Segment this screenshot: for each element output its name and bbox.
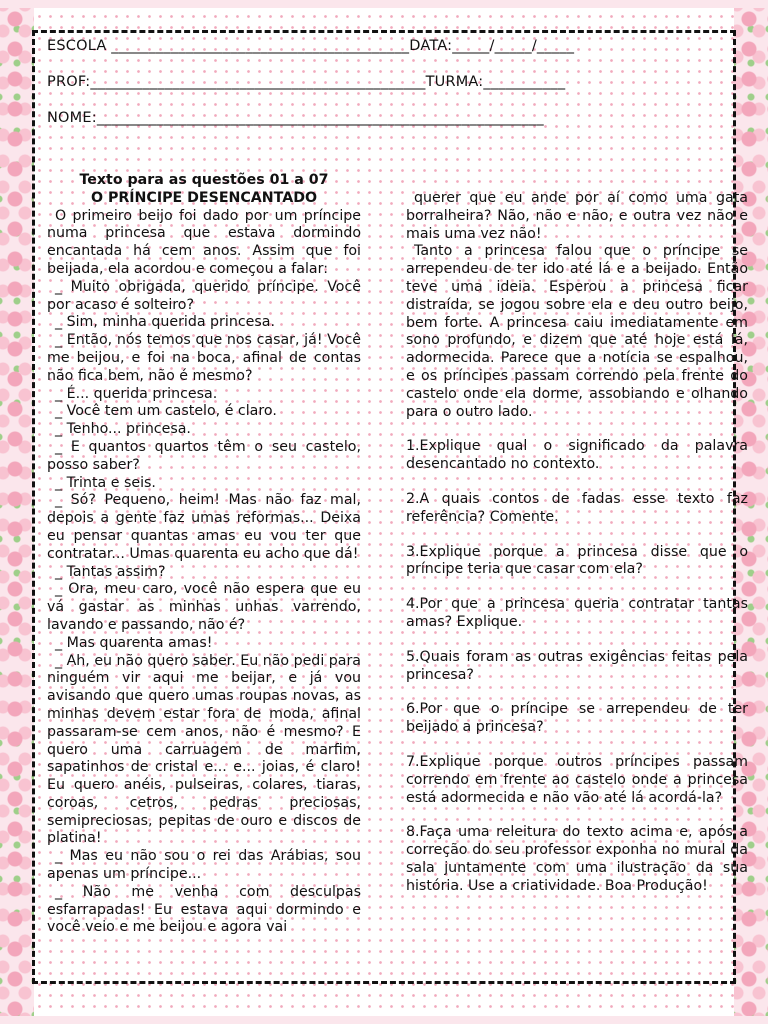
- story-paragraph: querer que eu ande por aí como uma gata borralheira? Não, não e não, e outra vez não e mais uma vez não!: [406, 190, 748, 242]
- question-3: 3.Explique porque a princesa disse que o príncipe teria que casar com ela?: [406, 543, 748, 578]
- story-paragraph: _ Então, nós temos que nos casar, já! Você me beijou, e foi na boca, afinal de contas não fica bem, não é mesmo?: [47, 332, 361, 384]
- story-paragraph: _ Só? Pequeno, heim! Mas não faz mal, depois a gente faz umas reformas... Deixa eu pensar quantas amas eu vou ter que contratar... Umas quarenta eu acho que dá!: [47, 492, 361, 562]
- floral-border-top: [0, 0, 768, 8]
- question-4: 4.Por que a princesa queria contratar tantas amas? Explique.: [406, 596, 748, 630]
- student-name-line: NOME:____________________________________________________________: [47, 110, 544, 126]
- school-date-line: ESCOLA ________________________________________DATA:_____/_____/_____: [47, 38, 575, 54]
- story-paragraph: Tanto a princesa falou que o príncipe se arrependeu de ter ido até lá e a beijado. Então teve uma ideia. Esperou a princesa ficar distraída, se jogou sobre ela e deu outro beijo, bem forte. A princesa caiu imediatamente em sono profundo, e dizem que até hoje está lá, adormecida. Parece que a notícia se espalhou, e os príncipes passam correndo pela frente do castelo onde ela dorme, assobiando e olhando para o outro lado.: [406, 243, 748, 420]
- question-2: 2.A quais contos de fadas esse texto faz referência? Comente.: [406, 490, 748, 525]
- floral-border-left: [0, 0, 34, 1024]
- story-paragraph: _ Você tem um castelo, é claro.: [55, 403, 277, 420]
- story-paragraph: _ Tantas assim?: [55, 563, 166, 580]
- story-paragraph: _ Tenho... princesa.: [55, 421, 191, 438]
- story-paragraph: _ Trinta e seis.: [55, 474, 156, 491]
- text-column-right: [406, 190, 748, 896]
- text-column-left: [47, 172, 361, 937]
- question-7: 7.Explique porque outros príncipes passam correndo em frente ao castelo onde a princesa está adormecida e não vão até lá acordá-la?: [406, 753, 748, 806]
- question-8: 8.Faça uma releitura do texto acima e, após a correção do seu professor exponha no mural da sala juntamente com uma ilustração da sua história. Use a criatividade. Boa Produção!: [406, 824, 748, 894]
- story-paragraph: _ Ah, eu não quero saber. Eu não pedi para ninguém vir aqui me beijar, e já vou avisando que quero umas roupas novas, as minhas devem estar fora de moda, afinal passaram-se cem anos, não é mesmo? E quero uma carruagem de marfim, sapatinhos de cristal e... e... joias, é claro! Eu quero anéis, pulseiras, colares, tiaras, coroas, cetros, pedras preciosas, semipreciosas, pepitas de ouro e discos de platina!: [47, 652, 361, 847]
- question-5: 5.Quais foram as outras exigências feitas pela princesa?: [406, 648, 748, 683]
- story-paragraph: _ Sim, minha querida princesa.: [55, 314, 275, 331]
- question-1: 1.Explique qual o significado da palavra desencantado no contexto.: [406, 438, 748, 473]
- question-6: 6.Por que o príncipe se arrependeu de ter beijado a princesa?: [406, 701, 748, 736]
- story-paragraph: _ Mas eu não sou o rei das Arábias, sou apenas um príncipe...: [47, 848, 361, 883]
- story-paragraph: _ É... querida princesa.: [55, 385, 218, 402]
- teacher-class-line: PROF:_____________________________________________TURMA:___________: [47, 74, 566, 90]
- text-heading: Texto para as questões 01 a 07: [79, 172, 329, 188]
- story-paragraph: O primeiro beijo foi dado por um príncipe numa princesa que estava dormindo encantada há cem anos. Assim que foi beijada, ela acordou e começou a falar:: [47, 207, 361, 277]
- story-paragraph: _ Não me venha com desculpas esfarrapadas! Eu estava aqui dormindo e você veio e me beijou e agora vai: [47, 883, 361, 936]
- story-title: O PRÍNCIPE DESENCANTADO: [90, 189, 318, 206]
- story-paragraph: _ Muito obrigada, querido príncipe. Você por acaso é solteiro?: [47, 278, 361, 313]
- story-paragraph: _ Ora, meu caro, você não espera que eu vá gastar as minhas unhas varrendo, lavando e passando, não é?: [47, 581, 361, 633]
- story-paragraph: _ Mas quarenta amas!: [55, 634, 213, 651]
- floral-border-bottom: [0, 1016, 768, 1024]
- story-paragraph: _ E quantos quartos têm o seu castelo, posso saber?: [47, 438, 361, 473]
